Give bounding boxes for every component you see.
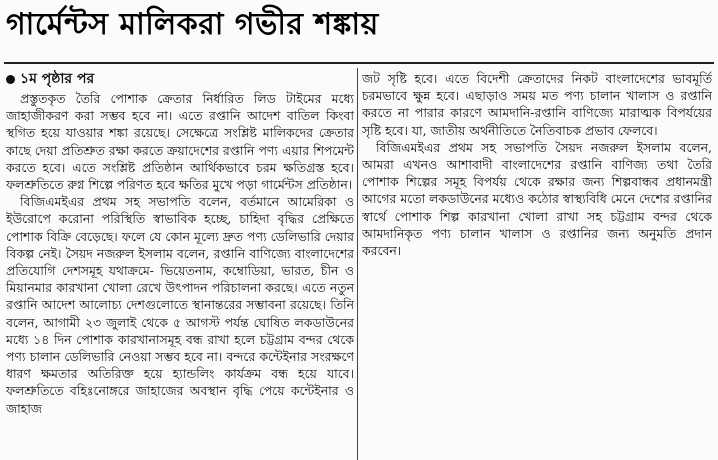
column-divider [357, 68, 358, 460]
article-paragraph: প্রস্তুতকৃত তৈরি পোশাক ক্রেতার নির্ধারিত লিড টাইমের মধ্যে জাহাজীকরণ করা সম্ভব হবে না। এতে রপ্তানি আদেশ বাতিল কিংবা স্থগিত হয়ে যাওয়ার শঙ্কা রয়েছে। সেক্ষেত্রে সংশ্লিষ্ট মালিকদের ক্রেতার কাছে দেয়া প্রতিশ্রুত রক্ষা করতে ক্রয়াদেশের রপ্তানি পণ্য এয়ার শিপমেন্ট করতে হবে। এতে সংশ্লিষ্ট প্রতিষ্ঠান আর্থিকভাবে চরম ক্ষতিগ্রস্ত হবে। ফলশ্রুতিতে রুগ্ন শিল্পে পরিণত হবে ক্ষতির মুখে পড়া গার্মেন্টস প্রতিষ্ঠান। [6, 91, 354, 193]
bullet-icon [6, 75, 15, 84]
article-paragraph: জট সৃষ্টি হবে। এতে বিদেশী ক্রেতাদের নিকট বাংলাদেশের ভাবমূর্তি চরমভাবে ক্ষুন্ন হবে। এছাড়াও সময় মত পণ্য চালান খালাস ও রপ্তানি করতে না পারার কারণে আমদানি-রপ্তানি বাণিজ্যে মারাত্মক বিপর্যয়ের সৃষ্টি হবে। যা, জাতীয় অর্থনীতিতে নৈতিবাচক প্রভাব ফেলবে। [362, 71, 712, 138]
article-column-right [362, 70, 712, 370]
article-column-left [6, 70, 354, 458]
article-headline: গার্মেন্টস মালিকরা গভীর শঙ্কায় [6, 7, 379, 42]
continuation-marker [6, 70, 354, 88]
headline-rule [4, 62, 714, 64]
article-paragraph: বিজিএমইএর প্রথম সহ সভাপতি সৈয়দ নজরুল ইসলাম বলেন, আমরা এখনও আশাবাদী বাংলাদেশের রপ্তানি বাণিজ্য তথা তৈরি পোশাক শিল্পের সমূহ বিপর্যয় থেকে রক্ষার জন্য শিল্পবান্ধব প্রধানমন্ত্রী আগের মতো লকডাউনের মধ্যেও কঠোর স্বাস্থ্যবিধি মেনে দেশের রপ্তানির স্বার্থে পোশাক শিল্প কারখানা খোলা রাখা সহ চট্টগ্রাম বন্দর থেকে আমদানিকৃত পণ্য চালান খালাস ও রপ্তানির জন্য অনুমতি প্রদান করবেন। [362, 139, 712, 259]
article-paragraph: বিজিএমইএর প্রথম সহ সভাপতি বলেন, বর্তমানে আমেরিকা ও ইউরোপে করোনা পরিস্থিতি স্বাভাবিক হচ্ছে, চাহিদা বৃদ্ধির প্রেক্ষিতে পোশাক বিক্রি বেড়েছে। ফলে যে কোন মূল্যে দ্রুত পণ্য ডেলিভারি দেয়ার বিকল্প নেই। সৈয়দ নজরুল ইসলাম বলেন, রপ্তানি বাণিজ্যে বাংলাদেশের প্রতিযোগি দেশসমূহ যথাক্রমে- ভিয়েতনাম, কম্বোডিয়া, ভারত, চীন ও মিয়ানমার কারখানা খোলা রেখে উৎপাদন পরিচালনা করছে। এতে নতুন রপ্তানি আদেশ আলোচ্য দেশগুলোতে স্থানান্তরের সম্ভাবনা রয়েছে। তিনি বলেন, আগামী ২৩ জুলাই থেকে ৫ আগস্ট পর্যন্ত ঘোষিত লকডাউনের মধ্যে ১৪ দিন পোশাক কারখানাসমূহ বন্ধ রাখা হলে চট্টগ্রাম বন্দর থেকে পণ্য চালান ডেলিভারি নেওয়া সম্ভব হবে না। বন্দরে কন্টেইনার সংরক্ষণে ধারণ ক্ষমতার অতিরিক্ত হয়ে হ্যান্ডলিং কার্যক্রম বন্ধ হয়ে যাবে। ফলশ্রুতিতে বহিঃনোঙ্গরে জাহাজের অবস্থান বৃদ্ধি পেয়ে কন্টেইনার ও জাহাজ [6, 194, 354, 416]
continuation-label: ১ম পৃষ্ঠার পর [20, 71, 95, 87]
